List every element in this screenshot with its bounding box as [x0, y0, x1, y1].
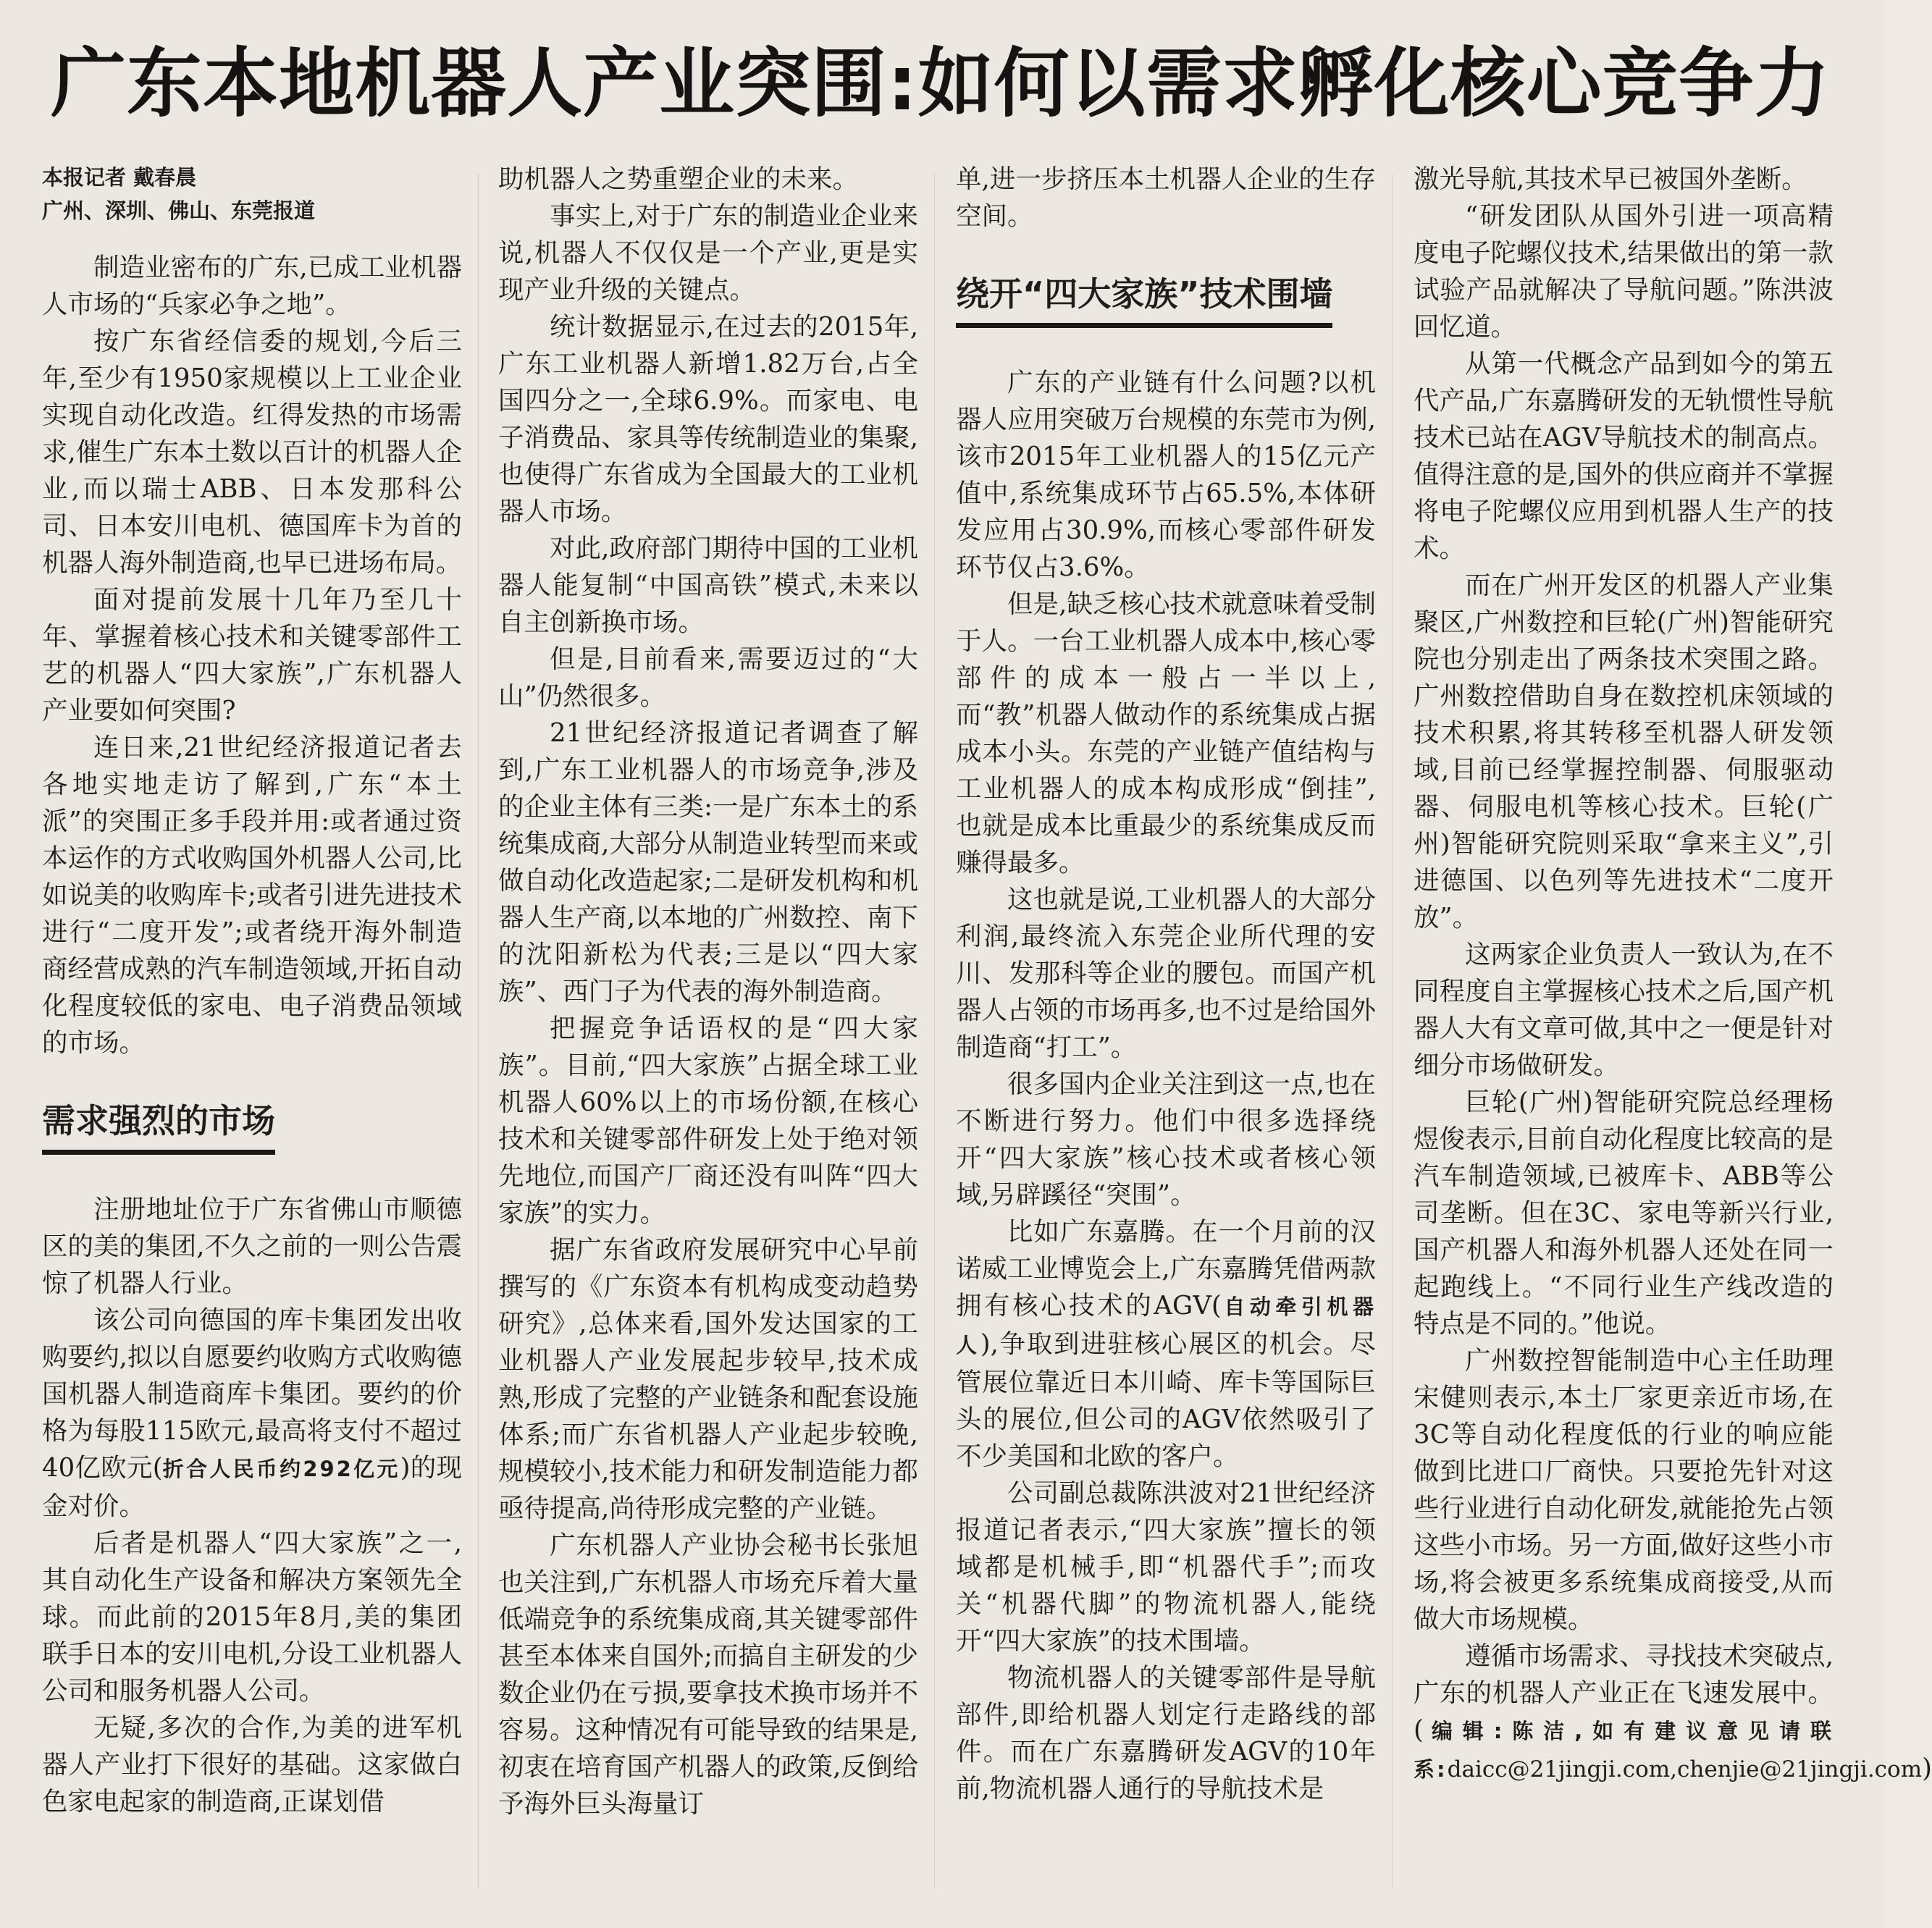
inline-note: 折合人民币约292亿元 [162, 1457, 400, 1481]
paragraph: 21世纪经济报道记者调查了解到,广东工业机器人的市场竞争,涉及的企业主体有三类:一是广东本土的系统集成商,大部分从制造业转型而来或做自动化改造起家;二是研发机构和机器人生产商,以本地的广州数控、南下的沈阳新松为代表;三是以“四大家族”、西门子为代表的海外制造商。 [498, 718, 918, 1006]
paragraph: 巨轮(广州)智能研究院总经理杨煜俊表示,目前自动化程度比较高的是汽车制造领域,已被库卡、ABB等公司垄断。但在3C、家电等新兴行业,国产机器人和海外机器人还处在同一起跑线上。“不同行业生产线改造的特点是不同的。”他说。 [1414, 1087, 1834, 1339]
article-column-1 [42, 161, 462, 1913]
byline [42, 161, 462, 227]
paragraph: 连日来,21世纪经济报道记者去各地实地走访了解到,广东“本土派”的突围正多手段并用:或者通过资本运作的方式收购国外机器人公司,比如说美的收购库卡;或者引进先进技术进行“二度开发”;或者绕开海外制造商经营成熟的汽车制造领域,开拓自动化程度较低的家电、电子消费品领域的市场。 [42, 733, 462, 1058]
paragraph [1414, 1638, 1932, 1788]
paragraph [42, 1302, 462, 1525]
paragraph: 广东的产业链有什么问题?以机器人应用突破万台规模的东莞市为例,该市2015年工业机器人的15亿元产值中,系统集成环节占65.5%,本体研发应用占30.9%,而核心零部件研发环节仅占3.6%。 [956, 368, 1376, 582]
column-divider [934, 174, 935, 1890]
paragraph: 对此,政府部门期待中国的工业机器人能复制“中国高铁”模式,未来以自主创新换市场。 [498, 534, 918, 637]
paragraph: 面对提前发展十几年乃至几十年、掌握着核心技术和关键零部件工艺的机器人“四大家族”,广东机器人产业要如何突围? [42, 585, 462, 725]
article-column-3 [956, 161, 1376, 1913]
paragraph: 公司副总裁陈洪波对21世纪经济报道记者表示,“四大家族”擅长的领域都是机械手,即“机器代手”;而攻关“机器代脚”的物流机器人,能绕开“四大家族”的技术围墙。 [956, 1478, 1376, 1656]
paragraph: 很多国内企业关注到这一点,也在不断进行努力。他们中很多选择绕开“四大家族”核心技术或者核心领域,另辟蹊径“突围”。 [956, 1069, 1376, 1210]
byline-location: 广州、深圳、佛山、东莞报道 [42, 198, 316, 223]
paragraph-continued: 助机器人之势重塑企业的未来。 [498, 164, 859, 194]
text-run: ) [1922, 1754, 1932, 1783]
paragraph: 制造业密布的广东,已成工业机器人市场的“兵家必争之地”。 [42, 253, 462, 319]
column-divider [1392, 174, 1393, 1890]
byline-reporter: 本报记者 戴春晨 [42, 165, 197, 190]
paragraph [956, 1213, 1376, 1475]
paragraph: 物流机器人的关键零部件是导航部件,即给机器人划定行走路线的部件。而在广东嘉腾研发AGV的10年前,物流机器人通行的导航技术是 [956, 1663, 1376, 1803]
text-run: ),争取到进驻核心展区的机会。尽管展位靠近日本川崎、库卡等国际巨头的展位,但公司的AGV依然吸引了不少美国和北欧的客户。 [956, 1329, 1376, 1471]
paragraph-continued: 单,进一步挤压本土机器人企业的生存空间。 [956, 164, 1376, 231]
article-headline: 广东本地机器人产业突围:如何以需求孵化核心竞争力 [51, 39, 1831, 127]
text-run: )的现金对价。 [42, 1453, 462, 1521]
paragraph-continued: 激光导航,其技术早已被国外垄断。 [1414, 164, 1807, 194]
text-run: 遵循市场需求、寻找技术突破点,广东的机器人产业正在飞速发展中。( [1414, 1641, 1834, 1745]
editor-note: 编辑:陈洁,如有建议意见请联系: [1414, 1719, 1834, 1782]
section-heading: 绕开“四大家族”技术围墙 [956, 272, 1332, 328]
paragraph: 后者是机器人“四大家族”之一,其自动化生产设备和解决方案领先全球。而此前的2015年8月,美的集团联手日本的安川电机,分设工业机器人公司和服务机器人公司。 [42, 1528, 462, 1706]
text-run: 该公司向德国的库卡集团发出收购要约,拟以自愿要约收购方式收购德国机器人制造商库卡集团。要约的价格为每股115欧元,最高将支付不超过40亿欧元( [42, 1305, 462, 1483]
paragraph: 事实上,对于广东的制造业企业来说,机器人不仅仅是一个产业,更是实现产业升级的关键点。 [498, 201, 918, 305]
paragraph: 把握竞争话语权的是“四大家族”。目前,“四大家族”占据全球工业机器人60%以上的市场份额,在核心技术和关键零部件研发上处于绝对领先地位,而国产厂商还没有叫阵“四大家族”的实力。 [498, 1014, 918, 1228]
paragraph: 按广东省经信委的规划,今后三年,至少有1950家规模以上工业企业实现自动化改造。红得发热的市场需求,催生广东本土数以百计的机器人企业,而以瑞士ABB、日本发那科公司、日本安川电机、德国库卡为首的机器人海外制造商,也早已进场布局。 [42, 327, 462, 578]
paragraph: 注册地址位于广东省佛山市顺德区的美的集团,不久之前的一则公告震惊了机器人行业。 [42, 1195, 462, 1298]
paragraph: 无疑,多次的合作,为美的进军机器人产业打下很好的基础。这家做白色家电起家的制造商,正谋划借 [42, 1713, 462, 1817]
contact-email: daicc@21jingji.com,chenjie@21jingji.com [1447, 1756, 1923, 1782]
paragraph: 但是,缺乏核心技术就意味着受制于人。一台工业机器人成本中,核心零部件的成本一般占一半以上,而“教”机器人做动作的系统集成占据成本小头。东莞的产业链产值结构与工业机器人的成本构成形成“倒挂”,也就是成本比重最少的系统集成反而赚得最多。 [956, 589, 1376, 877]
article-column-4 [1414, 161, 1932, 1913]
paragraph: 广东机器人产业协会秘书长张旭也关注到,广东机器人市场充斥着大量低端竞争的系统集成商,其关键零部件甚至本体来自国外;而搞自主研发的少数企业仍在亏损,要拿技术换市场并不容易。这种情况有可能导致的结果是,初衷在培育国产机器人的政策,反倒给予海外巨头海量订 [498, 1531, 918, 1819]
paragraph: 这两家企业负责人一致认为,在不同程度自主掌握核心技术之后,国产机器人大有文章可做,其中之一便是针对细分市场做研发。 [1414, 940, 1834, 1080]
paragraph: “研发团队从国外引进一项高精度电子陀螺仪技术,结果做出的第一款试验产品就解决了导航问题。”陈洪波回忆道。 [1414, 201, 1834, 342]
paragraph: 从第一代概念产品到如今的第五代产品,广东嘉腾研发的无轨惯性导航技术已站在AGV导航技术的制高点。值得注意的是,国外的供应商并不掌握将电子陀螺仪应用到机器人生产的技术。 [1414, 349, 1834, 563]
paragraph: 据广东省政府发展研究中心早前撰写的《广东资本有机构成变动趋势研究》,总体来看,国外发达国家的工业机器人产业发展起步较早,技术成熟,形成了完整的产业链条和配套设施体系;而广东省机器人产业起步较晚,规模较小,技术能力和研发制造能力都亟待提高,尚待形成完整的产业链。 [498, 1235, 918, 1523]
text-run: 比如广东嘉腾。在一个月前的汉诺威工业博览会上,广东嘉腾凭借两款拥有核心技术的AGV( [956, 1217, 1376, 1321]
paragraph: 这也就是说,工业机器人的大部分利润,最终流入东莞企业所代理的安川、发那科等企业的腰包。而国产机器人占领的市场再多,也不过是给国外制造商“打工”。 [956, 885, 1376, 1062]
paragraph: 广州数控智能制造中心主任助理宋健则表示,本土厂家更亲近市场,在3C等自动化程度低的行业的响应能做到比进口厂商快。只要抢先针对这些行业进行自动化研发,就能抢先占领这些小市场。另一方面,做好这些小市场,将会被更多系统集成商接受,从而做大市场规模。 [1414, 1346, 1834, 1634]
inline-note: 自动牵引机器人 [956, 1295, 1376, 1357]
article-column-2 [498, 161, 918, 1913]
column-divider [478, 174, 479, 1890]
section-heading: 需求强烈的市场 [42, 1099, 275, 1155]
paragraph: 统计数据显示,在过去的2015年,广东工业机器人新增1.82万台,占全国四分之一,全球6.9%。而家电、电子消费品、家具等传统制造业的集聚,也使得广东省成为全国最大的工业机器人市场。 [498, 312, 918, 526]
paragraph: 而在广州开发区的机器人产业集聚区,广州数控和巨轮(广州)智能研究院也分别走出了两条技术突围之路。广州数控借助自身在数控机床领域的技术积累,将其转移至机器人研发领域,目前已经掌握控制器、伺服驱动器、伺服电机等核心技术。巨轮(广州)智能研究院则采取“拿来主义”,引进德国、以色列等先进技术“二度开放”。 [1414, 571, 1834, 933]
paragraph: 但是,目前看来,需要迈过的“大山”仍然很多。 [498, 644, 918, 711]
